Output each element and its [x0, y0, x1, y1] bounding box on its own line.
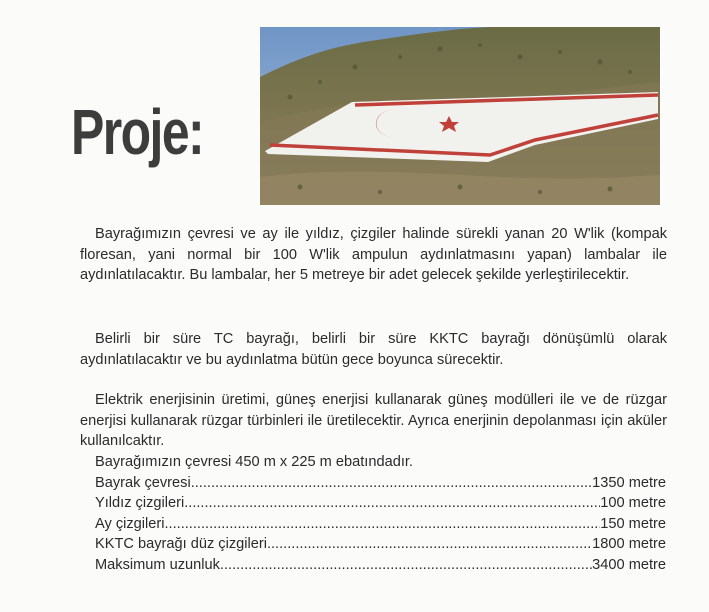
spec-label: Ay çizgileri — [95, 515, 165, 532]
spec-label: Yıldız çizgileri — [95, 495, 185, 511]
spec-row — [95, 555, 666, 576]
spec-value: 1350 metre — [592, 474, 666, 491]
spec-label: Bayrak çevresi — [95, 474, 191, 491]
spec-list — [95, 452, 666, 575]
paragraph-energy: Elektrik enerjisinin üretimi, güneş enerjisi kullanarak güneş modülleri ile ve de rüzgar enerjisi kullanarak rüzgar türbinleri ile üretilecektir. Ayrıca enerjinin depolanması için aküler kullanılcaktır. — [80, 392, 667, 449]
leader-dots — [267, 534, 592, 555]
leader-dots — [164, 514, 600, 535]
spec-row — [95, 514, 666, 535]
spec-label: Maksimum uzunluk — [95, 556, 220, 573]
spec-label: KKTC bayrağı düz çizgileri — [95, 536, 267, 552]
paragraph-lighting: Bayrağımızın çevresi ve ay ile yıldız, çizgiler halinde sürekli yanan 20 W'lik (kompak floresan, yani normal bir 100 W'lik ampulun aydınlatmasını yapan) lambalar ile aydınlatılacaktır. Bu lambalar, her 5 metreye bir adet gelecek şekilde yerleştirilecektir. — [80, 226, 667, 283]
spec-value: 1800 metre — [592, 536, 666, 552]
spec-value: 100 metre — [600, 495, 666, 511]
page-title: Proje: — [71, 96, 204, 168]
spec-value: 3400 metre — [592, 556, 666, 573]
spec-row — [95, 534, 666, 555]
dimensions-line: Bayrağımızın çevresi 450 m x 225 m ebatındadır. — [95, 454, 413, 470]
paragraph-alternating: Belirli bir süre TC bayrağı, belirli bir süre KKTC bayrağı dönüşümlü olarak aydınlatılacaktır ve bu aydınlatma bütün gece boyunca sürecektir. — [80, 331, 667, 368]
leader-dots — [191, 473, 592, 494]
spec-row — [95, 473, 666, 494]
spec-row — [95, 493, 666, 514]
leader-dots — [220, 555, 592, 576]
leader-dots — [184, 493, 600, 514]
hillside-flag-photo — [260, 27, 660, 205]
spec-value: 150 metre — [600, 515, 666, 532]
